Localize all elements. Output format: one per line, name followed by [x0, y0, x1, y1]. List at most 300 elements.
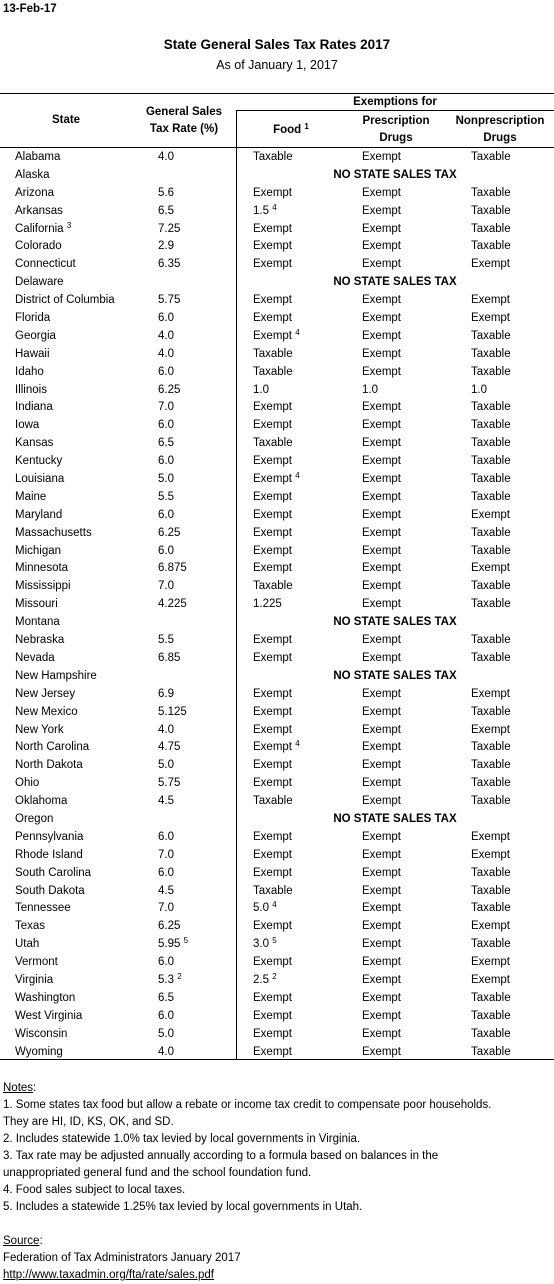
rate-cell-text: 6.5 — [158, 991, 174, 1004]
state-cell-text: Massachusetts — [15, 526, 92, 539]
rate-cell — [158, 793, 174, 811]
rate-cell-text: 4.5 — [158, 795, 174, 808]
food-cell — [253, 346, 293, 364]
prescription-cell-text: Exempt — [362, 1027, 401, 1040]
state-cell — [15, 435, 53, 453]
food-cell-footnote: 4 — [272, 900, 277, 910]
nonprescription-cell — [471, 256, 510, 274]
state-cell-text: Virginia — [15, 973, 54, 986]
prescription-cell-text: Exempt — [362, 544, 401, 557]
prescription-cell-text: Exempt — [362, 204, 401, 217]
state-cell — [15, 364, 44, 382]
food-cell — [253, 757, 292, 775]
source-heading-colon: : — [39, 1235, 43, 1247]
food-cell-text: Exempt — [253, 294, 292, 307]
table-row — [0, 489, 554, 507]
food-cell-text: Taxable — [253, 795, 293, 808]
prescription-cell — [362, 489, 401, 507]
table-row — [0, 328, 554, 346]
nonprescription-cell-text: Taxable — [471, 1045, 511, 1058]
nonprescription-cell-text: Taxable — [471, 204, 511, 217]
state-cell — [15, 632, 64, 650]
state-cell — [15, 936, 39, 954]
nonprescription-cell — [471, 829, 510, 847]
nonprescription-cell — [471, 578, 511, 596]
rate-cell-text: 5.5 — [158, 490, 174, 503]
prescription-cell — [362, 525, 401, 543]
header-state: State — [51, 114, 81, 126]
header-nrx-line2: Drugs — [483, 132, 517, 144]
state-cell — [15, 274, 64, 292]
food-cell — [253, 417, 292, 435]
prescription-cell — [362, 632, 401, 650]
state-cell — [15, 292, 115, 310]
nonprescription-cell — [471, 543, 511, 561]
state-cell-text: Minnesota — [15, 562, 69, 575]
nonprescription-cell — [471, 417, 511, 435]
food-cell — [253, 1026, 292, 1044]
state-cell — [15, 203, 63, 221]
table-row — [0, 739, 554, 757]
rate-cell — [158, 757, 174, 775]
rate-cell — [158, 1008, 174, 1026]
state-cell-text: Illinois — [15, 383, 47, 396]
state-cell — [15, 399, 53, 417]
nonprescription-cell-text: Taxable — [471, 473, 511, 486]
food-cell-text: Exempt — [253, 687, 292, 700]
prescription-cell — [362, 1026, 401, 1044]
prescription-cell — [362, 256, 401, 274]
prescription-cell-text: Exempt — [362, 222, 401, 235]
prescription-cell — [362, 543, 401, 561]
rate-cell-text: 4.225 — [158, 598, 187, 611]
state-cell-text: Georgia — [15, 329, 56, 342]
prescription-cell — [362, 238, 401, 256]
food-cell — [253, 560, 292, 578]
food-cell — [253, 221, 292, 239]
nonprescription-cell-text: Exempt — [471, 973, 510, 986]
rate-cell-text: 4.0 — [158, 347, 174, 360]
rate-cell — [158, 221, 180, 239]
state-cell — [15, 453, 62, 471]
food-cell-text: 3.0 — [253, 938, 269, 951]
table-row — [0, 775, 554, 793]
nonprescription-cell — [471, 507, 510, 525]
state-cell — [15, 417, 39, 435]
state-cell-text: Texas — [15, 920, 46, 933]
food-cell — [253, 686, 292, 704]
rate-cell-text: 6.9 — [158, 687, 174, 700]
nonprescription-cell-text: Taxable — [471, 329, 511, 342]
note-line: They are HI, ID, KS, OK, and SD. — [3, 1116, 174, 1128]
food-cell-text: Exempt — [253, 490, 292, 503]
state-cell — [15, 167, 50, 185]
rate-cell — [158, 203, 174, 221]
prescription-cell — [362, 650, 401, 668]
prescription-cell-text: Exempt — [362, 401, 401, 414]
prescription-cell-text: Exempt — [362, 455, 401, 468]
state-cell — [15, 704, 78, 722]
state-cell-footnote: 3 — [66, 220, 72, 230]
prescription-cell-text: Exempt — [362, 866, 401, 879]
food-cell — [253, 829, 292, 847]
prescription-cell-text: Exempt — [362, 723, 401, 736]
prescription-cell-text: Exempt — [362, 347, 401, 360]
food-cell — [253, 471, 300, 489]
state-cell-text: Washington — [15, 991, 76, 1004]
prescription-cell-text: Exempt — [362, 884, 401, 897]
nonprescription-cell — [471, 471, 511, 489]
notes-heading — [3, 1080, 548, 1097]
note-line: 1. Some states tax food but allow a rebate or income tax credit to compensate poor households. — [3, 1099, 492, 1111]
header-bottom-rule — [0, 147, 554, 148]
no-sales-tax-cell — [236, 668, 554, 686]
prescription-cell — [362, 435, 401, 453]
food-cell — [253, 596, 282, 614]
rate-cell-text: 6.0 — [158, 866, 174, 879]
state-cell-text: Ohio — [15, 777, 40, 790]
table-row — [0, 417, 554, 435]
table-row — [0, 560, 554, 578]
food-cell-text: Taxable — [253, 580, 293, 593]
no-sales-tax-cell-text: NO STATE SALES TAX — [333, 616, 457, 629]
state-cell — [15, 149, 60, 167]
food-cell — [253, 704, 292, 722]
rate-cell — [158, 829, 174, 847]
state-cell-text: Tennessee — [15, 902, 71, 915]
food-cell-text: Exempt — [253, 222, 292, 235]
state-cell-text: California — [15, 222, 64, 235]
prescription-cell-text: Exempt — [362, 991, 401, 1004]
state-cell — [15, 328, 56, 346]
rate-cell-text: 6.0 — [158, 419, 174, 432]
nonprescription-cell-text: Taxable — [471, 1009, 511, 1022]
prescription-cell — [362, 686, 401, 704]
prescription-cell-text: Exempt — [362, 687, 401, 700]
rate-cell — [158, 328, 174, 346]
nonprescription-cell-text: Exempt — [471, 312, 510, 325]
table-row — [0, 722, 554, 740]
source-line: Federation of Tax Administrators January 2017 — [3, 1252, 241, 1264]
state-cell — [15, 972, 53, 990]
table-row — [0, 274, 554, 292]
rate-cell-text: 6.875 — [158, 562, 187, 575]
rate-cell — [158, 256, 180, 274]
prescription-cell — [362, 757, 401, 775]
prescription-cell — [362, 507, 401, 525]
food-cell-text: Exempt — [253, 401, 292, 414]
rate-cell-text: 5.5 — [158, 634, 174, 647]
prescription-cell-text: Exempt — [362, 329, 401, 342]
nonprescription-cell-text: Taxable — [471, 866, 511, 879]
header-nrx-line1: Nonprescription — [455, 115, 545, 127]
food-cell-text: Exempt — [253, 759, 292, 772]
state-cell-text: Alabama — [15, 151, 61, 163]
prescription-cell — [362, 936, 401, 954]
rate-cell — [158, 185, 174, 203]
food-cell — [253, 1008, 292, 1026]
food-cell-text: Exempt — [253, 544, 292, 557]
state-cell — [15, 757, 83, 775]
prescription-cell — [362, 578, 401, 596]
notes-heading-colon: : — [33, 1082, 37, 1094]
table-row — [0, 686, 554, 704]
rate-cell — [158, 775, 180, 793]
prescription-cell — [362, 203, 401, 221]
state-cell-text: New York — [15, 723, 64, 736]
nonprescription-cell — [471, 632, 511, 650]
food-cell — [253, 310, 292, 328]
rate-cell-text: 6.0 — [158, 455, 174, 468]
nonprescription-cell-text: Exempt — [471, 258, 510, 271]
table-row — [0, 435, 554, 453]
prescription-cell-text: Exempt — [362, 365, 401, 378]
food-cell — [253, 632, 292, 650]
rate-cell-text: 6.0 — [158, 830, 174, 843]
prescription-cell-text: Exempt — [362, 186, 401, 199]
state-cell-text: Connecticut — [15, 258, 76, 271]
rate-cell — [158, 471, 174, 489]
nonprescription-cell-text: Taxable — [471, 705, 511, 718]
rate-cell — [158, 596, 187, 614]
nonprescription-cell-text: Exempt — [471, 956, 510, 969]
rate-cell — [158, 364, 174, 382]
food-cell — [253, 936, 277, 954]
state-cell-text: Arizona — [15, 186, 54, 199]
state-cell — [15, 686, 75, 704]
rate-cell-text: 7.0 — [158, 902, 174, 915]
prescription-cell — [362, 900, 401, 918]
food-cell-text: 1.0 — [253, 383, 269, 396]
state-cell-text: Indiana — [15, 401, 53, 414]
prescription-cell — [362, 1008, 401, 1026]
state-cell-text: Iowa — [15, 419, 40, 432]
food-cell-text: Exempt — [253, 866, 292, 879]
nonprescription-cell — [471, 918, 510, 936]
table-row — [0, 221, 554, 239]
state-cell-text: Florida — [15, 312, 51, 325]
prescription-cell-text: Exempt — [362, 830, 401, 843]
nonprescription-cell — [471, 328, 511, 346]
rate-cell — [158, 453, 174, 471]
rate-cell — [158, 650, 180, 668]
rate-cell-text: 6.0 — [158, 365, 174, 378]
food-cell — [253, 739, 300, 757]
rate-cell-text: 5.3 — [158, 973, 174, 986]
nonprescription-cell — [471, 883, 511, 901]
food-cell-text: Exempt — [253, 240, 292, 253]
table-row — [0, 865, 554, 883]
header-exemptions: Exemptions for — [353, 96, 437, 108]
nonprescription-cell — [471, 1008, 511, 1026]
prescription-cell-text: Exempt — [362, 294, 401, 307]
food-cell — [253, 525, 292, 543]
food-cell-text: Exempt — [253, 455, 292, 468]
table-row — [0, 399, 554, 417]
prescription-cell-text: Exempt — [362, 848, 401, 861]
food-cell-text: Taxable — [253, 884, 293, 897]
header-rate-line2: Tax Rate (%) — [149, 123, 219, 135]
tax-table-body — [0, 149, 554, 1061]
food-cell-footnote: 2 — [272, 971, 277, 981]
rate-cell — [158, 954, 174, 972]
food-cell — [253, 972, 277, 990]
prescription-cell-text: Exempt — [362, 490, 401, 503]
rate-cell — [158, 686, 174, 704]
table-row — [0, 829, 554, 847]
prescription-cell — [362, 883, 401, 901]
table-row — [0, 650, 554, 668]
prescription-cell-text: Exempt — [362, 580, 401, 593]
table-row — [0, 918, 554, 936]
table-row — [0, 578, 554, 596]
rate-cell-text: 6.0 — [158, 1009, 174, 1022]
food-cell-text: 1.225 — [253, 598, 282, 611]
food-cell — [253, 507, 292, 525]
prescription-cell — [362, 954, 401, 972]
food-cell-text: Exempt — [253, 920, 292, 933]
rate-cell — [158, 900, 174, 918]
table-row — [0, 596, 554, 614]
nonprescription-cell — [471, 936, 511, 954]
food-cell — [253, 399, 292, 417]
state-cell — [15, 543, 61, 561]
nonprescription-cell — [471, 399, 511, 417]
rate-cell-text: 6.5 — [158, 204, 174, 217]
table-row — [0, 1026, 554, 1044]
nonprescription-cell — [471, 346, 511, 364]
prescription-cell-text: Exempt — [362, 598, 401, 611]
state-cell-text: West Virginia — [15, 1009, 83, 1022]
prescription-cell-text: Exempt — [362, 973, 401, 986]
food-cell-footnote: 4 — [295, 327, 300, 337]
header-prescription — [346, 113, 446, 147]
nonprescription-cell — [471, 185, 511, 203]
table-row — [0, 847, 554, 865]
food-cell-text: Exempt — [253, 526, 292, 539]
food-cell-footnote: 4 — [295, 471, 300, 481]
state-cell-text: Rhode Island — [15, 848, 83, 861]
rate-cell-text: 7.0 — [158, 848, 174, 861]
prescription-cell — [362, 847, 401, 865]
rate-cell-text: 7.25 — [158, 222, 181, 235]
rate-cell — [158, 883, 174, 901]
nonprescription-cell-text: Exempt — [471, 920, 510, 933]
state-cell-text: Kansas — [15, 437, 54, 450]
state-cell — [15, 185, 54, 203]
table-row — [0, 954, 554, 972]
no-sales-tax-cell — [236, 274, 554, 292]
prescription-cell-text: Exempt — [362, 777, 401, 790]
table-row — [0, 990, 554, 1008]
state-cell-text: Arkansas — [15, 204, 63, 217]
rate-cell — [158, 972, 182, 990]
nonprescription-cell-text: Exempt — [471, 723, 510, 736]
state-cell-text: North Dakota — [15, 759, 83, 772]
rate-cell — [158, 525, 180, 543]
table-row — [0, 238, 554, 256]
nonprescription-cell — [471, 650, 511, 668]
source-heading — [3, 1233, 548, 1250]
state-cell — [15, 668, 97, 686]
prescription-cell — [362, 704, 401, 722]
rate-cell-footnote: 2 — [177, 971, 182, 981]
nonprescription-cell-text: Taxable — [471, 902, 511, 915]
rate-cell-text: 4.0 — [158, 151, 174, 163]
table-row — [0, 203, 554, 221]
no-sales-tax-cell — [236, 167, 554, 185]
source-heading-text: Source — [3, 1235, 40, 1247]
state-cell — [15, 990, 75, 1008]
rate-cell — [158, 722, 174, 740]
prescription-cell-text: Exempt — [362, 240, 401, 253]
rate-cell-text: 7.0 — [158, 580, 174, 593]
rate-cell-text: 6.0 — [158, 312, 174, 325]
food-cell — [253, 990, 292, 1008]
nonprescription-cell-text: Taxable — [471, 186, 511, 199]
header-rate — [132, 104, 236, 138]
prescription-cell — [362, 596, 401, 614]
state-cell-text: Vermont — [15, 956, 58, 969]
table-row — [0, 793, 554, 811]
nonprescription-cell — [471, 364, 511, 382]
state-cell — [15, 221, 71, 239]
table-row — [0, 525, 554, 543]
state-cell-text: South Dakota — [15, 884, 85, 897]
nonprescription-cell-text: Taxable — [471, 759, 511, 772]
source-link[interactable]: http://www.taxadmin.org/fta/rate/sales.pdf — [3, 1269, 214, 1281]
nonprescription-cell-text: Taxable — [471, 365, 511, 378]
nonprescription-cell-text: Taxable — [471, 598, 511, 611]
header-food — [236, 122, 346, 139]
table-row — [0, 1044, 554, 1062]
food-cell — [253, 793, 293, 811]
nonprescription-cell-text: Exempt — [471, 508, 510, 521]
state-cell — [15, 346, 50, 364]
state-cell — [15, 382, 47, 400]
nonprescription-cell-text: 1.0 — [471, 383, 487, 396]
state-cell — [15, 560, 68, 578]
state-cell-text: Wisconsin — [15, 1027, 68, 1040]
nonprescription-cell — [471, 793, 511, 811]
nonprescription-cell-text: Taxable — [471, 741, 511, 754]
rate-cell — [158, 990, 174, 1008]
food-cell — [253, 185, 292, 203]
table-row — [0, 900, 554, 918]
state-cell — [15, 256, 76, 274]
nonprescription-cell — [471, 203, 511, 221]
nonprescription-cell — [471, 972, 510, 990]
notes-spacer — [3, 1216, 548, 1233]
prescription-cell — [362, 739, 401, 757]
food-cell-text: Exempt — [253, 848, 292, 861]
food-cell-text: Exempt — [253, 741, 292, 754]
prescription-cell-text: Exempt — [362, 938, 401, 951]
table-row — [0, 543, 554, 561]
food-cell — [253, 149, 293, 167]
nonprescription-cell-text: Taxable — [471, 795, 511, 808]
prescription-cell — [362, 346, 401, 364]
nonprescription-cell — [471, 221, 511, 239]
food-cell-text: Exempt — [253, 723, 292, 736]
prescription-cell — [362, 918, 401, 936]
table-row — [0, 167, 554, 185]
state-cell-text: Louisiana — [15, 473, 65, 486]
rate-cell — [158, 346, 174, 364]
nonprescription-cell — [471, 560, 510, 578]
prescription-cell-text: Exempt — [362, 437, 401, 450]
prescription-cell-text: Exempt — [362, 312, 401, 325]
